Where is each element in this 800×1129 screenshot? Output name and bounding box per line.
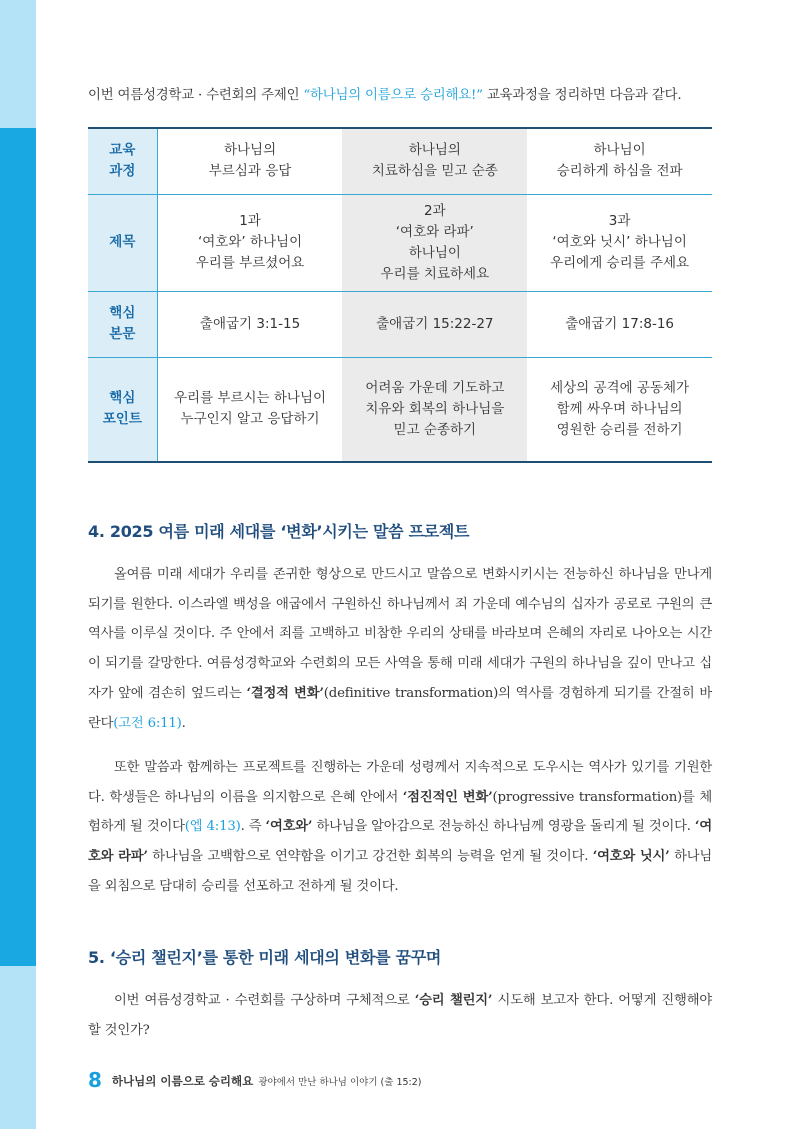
row-header: 핵심 포인트 (88, 357, 157, 462)
emphasis: ‘승리 챌린지’ (414, 993, 493, 1008)
table-cell: 우리를 부르시는 하나님이 누구인지 알고 응답하기 (157, 357, 342, 462)
section-5-paragraph-1: 이번 여름성경학교 · 수련회를 구상하며 구체적으로 ‘승리 챌린지’ 시도해 보고자 한다. 어떻게 진행해야 할 것인가? (88, 993, 712, 1038)
table-cell: 하나님의 부르심과 응답 (157, 128, 342, 194)
section-4-paragraph-1: 올여름 미래 세대가 우리를 존귀한 형상으로 만드시고 말씀으로 변화시키시는 전능하신 하나님을 만나게 되기를 원한다. 이스라엘 백성을 애굽에서 구원하신 하나님께서 죄 가운데 예수님의 십자가 공로로 구원의 큰 역사를 이루실 것이다. 주 안에서 죄를 고백하고 비참한 우리의 상태를 바라보며 은혜의 자리로 나아오는 시간이 되기를 갈망한다. 여름성경학교와 수련회의 모든 사역을 통해 미래 세대가 구원의 하나님을 깊이 만나고 십자가 앞에 겸손히 엎드리는 ‘결정적 변화’(definitive transformation)의 역사를 경험하게 되기를 간절히 바란다(고전 6:11). (88, 567, 713, 731)
section-5-heading: 5. ‘승리 챌린지’를 통한 미래 세대의 변화를 꿈꾸며 (88, 948, 442, 967)
section-4-heading: 4. 2025 여름 미래 세대를 ‘변화’시키는 말씀 프로젝트 (88, 522, 470, 541)
table-row (88, 357, 712, 462)
table-cell: 출애굽기 3:1-15 (157, 291, 342, 357)
emphasis: ‘여호와 닛시’ (592, 849, 670, 865)
intro-text-end: 교육과정을 정리하면 다음과 같다. (482, 88, 682, 103)
row-header: 교육 과정 (88, 128, 157, 194)
intro-theme: “하나님의 이름으로 승리해요!” (303, 88, 483, 103)
footer-subtitle: 광야에서 만난 하나님 이야기 (출 15:2) (258, 1077, 422, 1088)
table-cell: 2과 ‘여호와 라파’ 하나님이 우리를 치료하세요 (342, 194, 527, 291)
page-number: 8 (88, 1068, 102, 1092)
table-cell: 1과 ‘여호와’ 하나님이 우리를 부르셨어요 (157, 194, 342, 291)
emphasis: ‘점진적인 변화’ (402, 789, 493, 805)
table-row (88, 291, 712, 357)
curriculum-table (88, 127, 712, 463)
table-cell: 어려움 가운데 기도하고 치유와 회복의 하나님을 믿고 순종하기 (342, 357, 527, 462)
table-cell: 하나님이 승리하게 하심을 전파 (527, 128, 712, 194)
row-header: 제목 (88, 194, 157, 291)
emphasis: ‘여호와’ (265, 819, 313, 835)
page-footer (88, 1068, 422, 1092)
table-cell: 하나님의 치료하심을 믿고 순종 (342, 128, 527, 194)
table-cell: 출애굽기 17:8-16 (527, 291, 712, 357)
side-bar-accent (0, 128, 36, 966)
scripture-reference: (엡 4:13) (184, 819, 241, 835)
table-cell: 세상의 공격에 공동체가 함께 싸우며 하나님의 영원한 승리를 전하기 (527, 357, 712, 462)
emphasis: ‘결정적 변화’ (246, 685, 324, 701)
scripture-reference: (고전 6:11) (113, 715, 182, 731)
table-row (88, 128, 712, 194)
table-row (88, 194, 712, 291)
intro-text: 이번 여름성경학교 · 수련회의 주제인 (88, 88, 304, 103)
table-cell: 출애굽기 15:22-27 (342, 291, 527, 357)
emphasis: ‘여호와 라파’ (88, 819, 712, 865)
intro-sentence (88, 84, 728, 103)
row-header: 핵심 본문 (88, 291, 157, 357)
table-cell: 3과 ‘여호와 닛시’ 하나님이 우리에게 승리를 주세요 (527, 194, 712, 291)
section-4-paragraph-2: 또한 말씀과 함께하는 프로젝트를 진행하는 가운데 성령께서 지속적으로 도우시는 역사가 있기를 기원한다. 학생들은 하나님의 이름을 의지함으로 은혜 안에서 ‘점진적인 변화’(progressive transformation)를 체험하게 될 것이다(엡 4:13). 즉 ‘여호와’ 하나님을 알아감으로 전능하신 하나님께 영광을 돌리게 될 것이다. ‘여호와 라파’ 하나님을 고백함으로 연약함을 이기고 강건한 회복의 능력을 얻게 될 것이다. ‘여호와 닛시’ 하나님을 외침으로 담대히 승리를 선포하고 전하게 될 것이다. (88, 760, 712, 894)
footer-title: 하나님의 이름으로 승리해요 (111, 1074, 254, 1088)
